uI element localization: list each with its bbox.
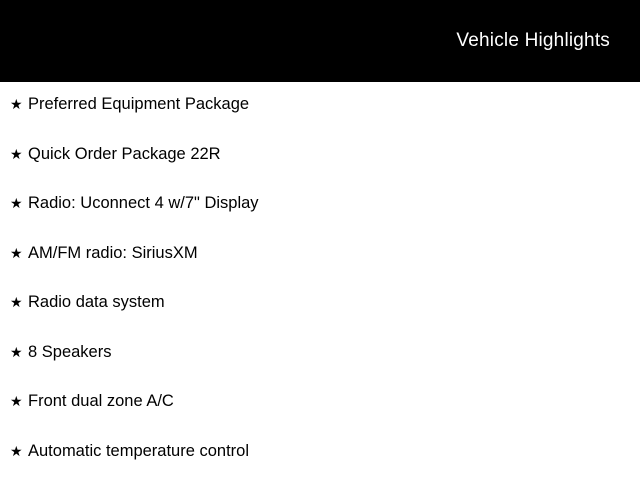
header-bar bbox=[0, 0, 640, 82]
list-item bbox=[0, 96, 640, 146]
list-item-label: Preferred Equipment Package bbox=[28, 96, 249, 113]
list-item-label: 8 Speakers bbox=[28, 344, 111, 361]
vehicle-highlights-list bbox=[0, 82, 640, 492]
list-item-label: AM/FM radio: SiriusXM bbox=[28, 245, 198, 262]
star-icon: ★ bbox=[10, 97, 28, 111]
list-item bbox=[0, 443, 640, 492]
star-icon: ★ bbox=[10, 295, 28, 309]
list-item bbox=[0, 245, 640, 295]
list-item-label: Front dual zone A/C bbox=[28, 393, 174, 410]
star-icon: ★ bbox=[10, 394, 28, 408]
star-icon: ★ bbox=[10, 444, 28, 458]
list-item bbox=[0, 393, 640, 443]
star-icon: ★ bbox=[10, 345, 28, 359]
star-icon: ★ bbox=[10, 147, 28, 161]
star-icon: ★ bbox=[10, 246, 28, 260]
list-item bbox=[0, 195, 640, 245]
star-icon: ★ bbox=[10, 196, 28, 210]
list-item-label: Radio data system bbox=[28, 294, 165, 311]
list-item bbox=[0, 294, 640, 344]
list-item-label: Quick Order Package 22R bbox=[28, 146, 221, 163]
list-item bbox=[0, 344, 640, 394]
list-item-label: Radio: Uconnect 4 w/7" Display bbox=[28, 195, 259, 212]
list-item-label: Automatic temperature control bbox=[28, 443, 249, 460]
list-item bbox=[0, 146, 640, 196]
page-title: Vehicle Highlights bbox=[456, 31, 610, 52]
